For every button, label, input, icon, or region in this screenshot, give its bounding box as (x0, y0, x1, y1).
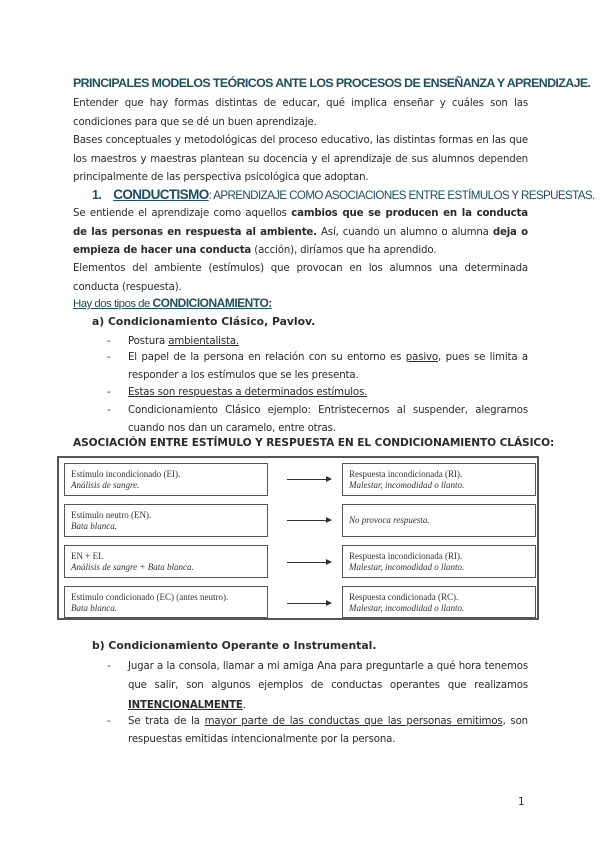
response-box (342, 586, 536, 618)
intro-paragraph-1: Entender que hay formas distintas de educar, qué implica enseñar y cuáles son las condiciones para que se dé un buen aprendizaje. (73, 98, 528, 128)
bold-text: deja o empieza de hacer una conducta (73, 226, 528, 257)
stimulus-title: EN + EI. (71, 551, 104, 561)
section-number: 1. (92, 188, 102, 202)
conductismo-paragraph-1 (73, 205, 528, 261)
response-example: Malestar, incomodidad o llanto. (349, 562, 465, 572)
stimulus-title: Estímulo neutro (EN). (71, 510, 152, 520)
response-title: Respuesta incondicionada (RI). (349, 551, 463, 561)
text: Hay dos tipos de (73, 298, 153, 310)
text: , pues se limita a responder a los estímulos que se les presenta. (128, 352, 528, 381)
section-subtitle: : APRENDIZAJE COMO ASOCIACIONES ENTRE ESTÍMULOS Y RESPUESTAS. (208, 189, 595, 202)
response-example: Malestar, incomodidad o llanto. (349, 480, 465, 490)
text: Se entiende el aprendizaje como aquellos (73, 208, 292, 219)
intro-paragraph-2: Bases conceptuales y metodológicas del proceso educativo, las distintas formas en las que los maestros y maestras plantean su docencia y el aprendizaje de sus alumnos dependen principalmente de las perspectiva psicológica que adoptan. (73, 135, 528, 184)
stimulus-box (64, 545, 268, 578)
text: Condicionamiento Clásico ejemplo: Entristecernos al suspender, alegrarnos cuando nos dan un caramelo, entre otras. (128, 405, 528, 434)
underlined-text: Estas son respuestas a determinados estímulos. (128, 387, 368, 398)
stimulus-example: Bata blanca. (71, 521, 117, 531)
page-number: 1 (518, 796, 525, 808)
arrow-icon (287, 562, 331, 563)
arrow-icon (287, 603, 331, 604)
arrow-icon (287, 520, 331, 521)
underlined-text: mayor parte de las conductas que las personas emitimos (204, 716, 503, 727)
section-keyword: CONDUCTISMO (113, 187, 209, 202)
text: Postura (128, 336, 169, 347)
list-item (107, 402, 528, 438)
stimulus-box (64, 504, 268, 537)
response-title: Respuesta incondicionada (RI). (349, 469, 463, 479)
text: Así, cuando un alumno o alumna (316, 226, 493, 238)
response-box (342, 463, 536, 496)
response-box (342, 504, 536, 537)
underlined-text: ambientalista. (168, 336, 240, 347)
arrow-icon (287, 479, 331, 480)
bold-text: CONDICIONAMIENTO: (152, 296, 272, 310)
list-item (107, 657, 528, 715)
stimulus-example: Bata blanca. (71, 603, 117, 613)
types-heading (73, 296, 272, 310)
dash: - (107, 387, 111, 398)
bold-text: cambios que se producen en la conducta de las personas en respuesta al ambiente. (73, 208, 528, 238)
stimulus-example: Análisis de sangre. (71, 480, 140, 490)
text: Jugar a la consola, llamar a mi amiga Ana para preguntarle a qué hora tenemos que salir, son algunos ejemplos de conductas operantes que realizamos (128, 661, 528, 692)
text: (acción), diríamos que ha aprendido. (251, 245, 437, 257)
list-item (107, 349, 528, 385)
text: , son respuestas emitidas intencionalmente por la persona. (128, 716, 528, 745)
response-example: No provoca respuesta. (349, 515, 430, 525)
stimulus-example: Análisis de sangre + Bata blanca. (71, 562, 194, 572)
list-item (107, 384, 528, 402)
operant-heading: b) Condicionamiento Operante o Instrumental. (92, 639, 377, 652)
stimulus-title: Estímulo incondicionado (EI). (71, 469, 181, 479)
response-box (342, 545, 536, 578)
conductismo-paragraph-2: Elementos del ambiente (estímulos) que provocan en los alumnos una determinada conducta (respuesta). (73, 263, 528, 293)
dash: - (107, 352, 111, 363)
document-title: PRINCIPALES MODELOS TEÓRICOS ANTE LOS PROCESOS DE ENSEÑANZA Y APRENDIZAJE. (73, 76, 591, 90)
stimulus-title: Estímulo condicionado (EC) (antes neutro). (71, 592, 229, 602)
text: . (242, 699, 246, 711)
stimulus-box (64, 463, 268, 496)
association-heading: ASOCIACIÓN ENTRE ESTÍMULO Y RESPUESTA EN EL CONDICIONAMIENTO CLÁSICO: (73, 437, 555, 449)
list-item (107, 713, 528, 749)
text: Se trata de la (128, 716, 205, 727)
classical-heading: a) Condicionamiento Clásico, Pavlov. (92, 315, 316, 328)
dash: - (107, 336, 111, 347)
response-title: Respuesta condicionada (RC). (349, 592, 459, 602)
stimulus-box (64, 586, 268, 618)
association-diagram (57, 456, 539, 620)
text: El papel de la persona en relación con su entorno es (128, 352, 406, 363)
dash: - (107, 716, 111, 727)
section-heading-conductismo (92, 186, 595, 204)
dash: - (107, 661, 111, 672)
underlined-bold-text: INTENCIONALMENTE (128, 699, 243, 711)
response-example: Malestar, incomodidad o llanto. (349, 603, 465, 613)
dash: - (107, 405, 111, 416)
underlined-text: pasivo (405, 352, 439, 363)
